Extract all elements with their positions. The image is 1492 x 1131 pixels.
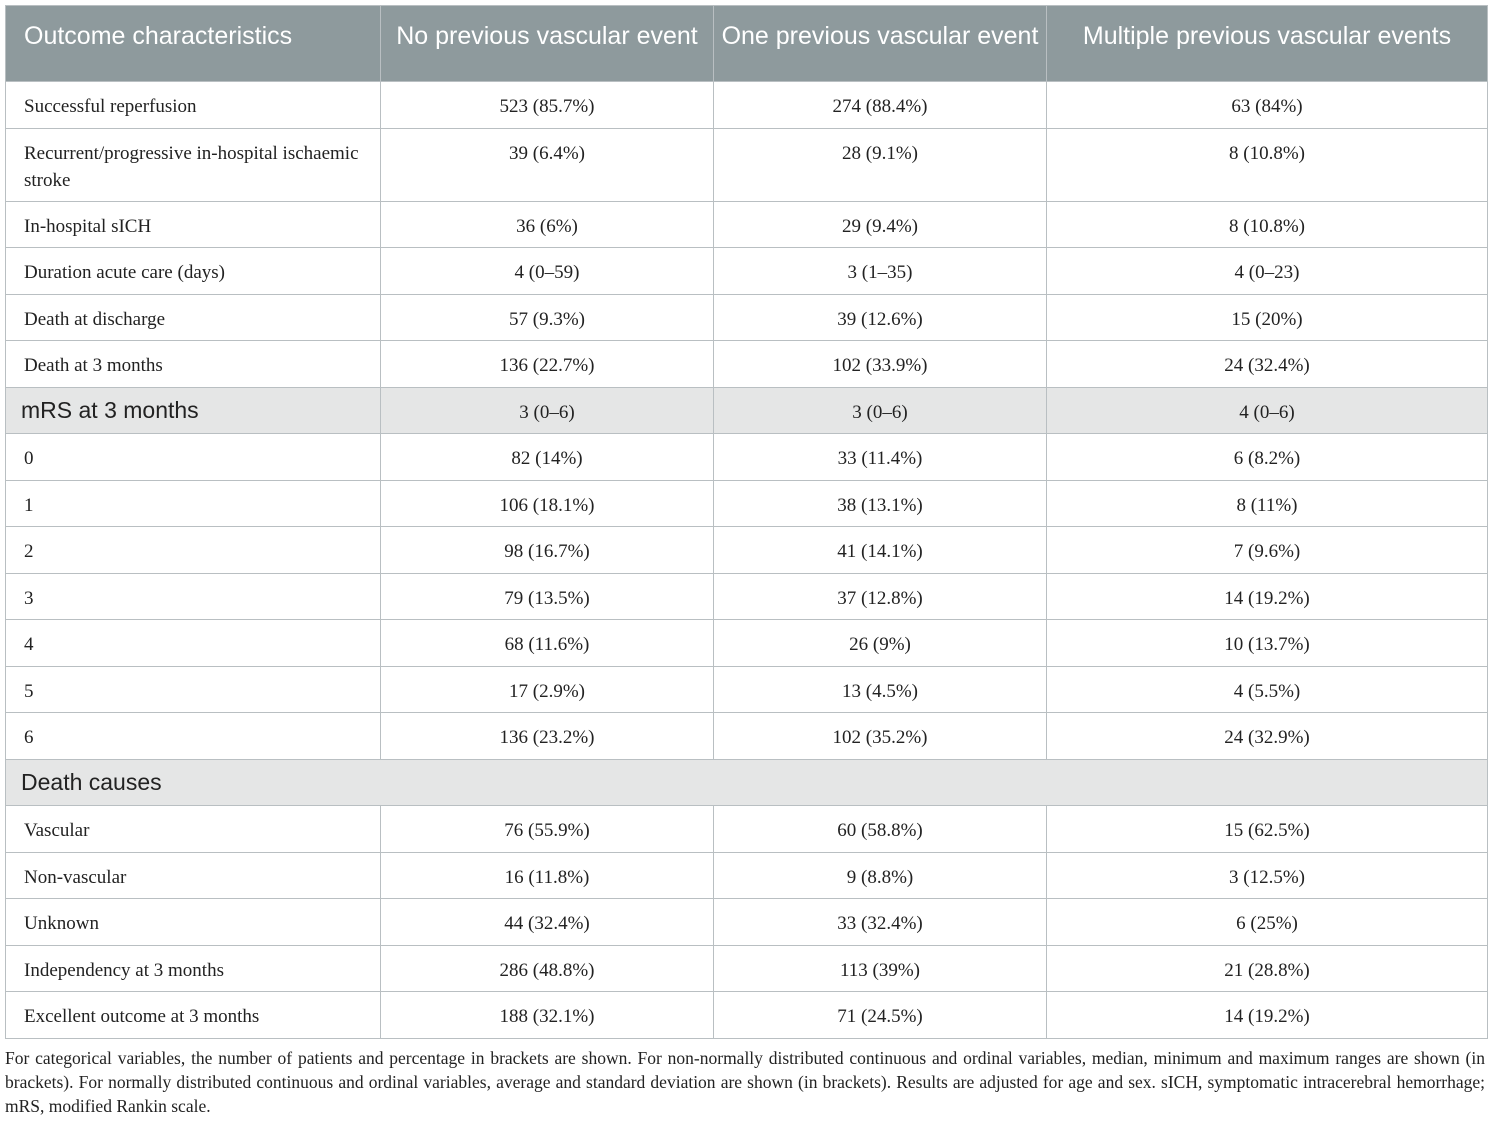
- row-label: In-hospital sICH: [6, 201, 381, 248]
- row-label: mRS at 3 months: [6, 387, 381, 434]
- column-header: One previous vascular event: [714, 6, 1047, 82]
- table-row: [6, 806, 1488, 853]
- table-cell: 4 (0–23): [1047, 248, 1488, 295]
- column-header: Outcome characteristics: [6, 6, 381, 82]
- row-label: Duration acute care (days): [6, 248, 381, 295]
- outcome-table-container: [5, 5, 1487, 1039]
- table-cell: 41 (14.1%): [714, 527, 1047, 574]
- table-row: [6, 434, 1488, 481]
- table-cell: 6 (8.2%): [1047, 434, 1488, 481]
- row-label: 3: [6, 573, 381, 620]
- table-cell: 36 (6%): [381, 201, 714, 248]
- table-row: [6, 82, 1488, 129]
- table-row: [6, 852, 1488, 899]
- table-cell: 82 (14%): [381, 434, 714, 481]
- table-cell: 286 (48.8%): [381, 945, 714, 992]
- column-header: Multiple previous vascular events: [1047, 6, 1488, 82]
- table-cell: 33 (11.4%): [714, 434, 1047, 481]
- row-label: Death at discharge: [6, 294, 381, 341]
- table-cell: 102 (35.2%): [714, 713, 1047, 760]
- table-header-row: [6, 6, 1488, 82]
- table-cell: 21 (28.8%): [1047, 945, 1488, 992]
- table-body: [6, 82, 1488, 1039]
- table-cell: 98 (16.7%): [381, 527, 714, 574]
- table-cell: 8 (11%): [1047, 480, 1488, 527]
- row-label: Independency at 3 months: [6, 945, 381, 992]
- row-label: Unknown: [6, 899, 381, 946]
- table-cell: 15 (20%): [1047, 294, 1488, 341]
- table-cell: 8 (10.8%): [1047, 128, 1488, 201]
- table-cell: 136 (23.2%): [381, 713, 714, 760]
- table-cell: 4 (0–6): [1047, 387, 1488, 434]
- table-cell: 24 (32.4%): [1047, 341, 1488, 388]
- table-row: [6, 620, 1488, 667]
- table-row: [6, 341, 1488, 388]
- table-row: [6, 527, 1488, 574]
- table-cell: 13 (4.5%): [714, 666, 1047, 713]
- row-label: 1: [6, 480, 381, 527]
- row-label: Excellent outcome at 3 months: [6, 992, 381, 1039]
- table-cell: 79 (13.5%): [381, 573, 714, 620]
- table-cell: 26 (9%): [714, 620, 1047, 667]
- table-row: [6, 573, 1488, 620]
- table-cell: 523 (85.7%): [381, 82, 714, 129]
- table-cell: 7 (9.6%): [1047, 527, 1488, 574]
- section-row: [6, 387, 1488, 434]
- table-cell: 4 (0–59): [381, 248, 714, 295]
- row-label: Death causes: [6, 759, 1488, 806]
- outcome-table: [5, 5, 1488, 1039]
- table-row: [6, 945, 1488, 992]
- table-cell: 4 (5.5%): [1047, 666, 1488, 713]
- table-row: [6, 992, 1488, 1039]
- row-label: 0: [6, 434, 381, 481]
- table-cell: 274 (88.4%): [714, 82, 1047, 129]
- table-cell: 38 (13.1%): [714, 480, 1047, 527]
- table-row: [6, 480, 1488, 527]
- table-row: [6, 294, 1488, 341]
- table-cell: 188 (32.1%): [381, 992, 714, 1039]
- row-label: Recurrent/progressive in-hospital ischaemic stroke: [6, 128, 381, 201]
- table-row: [6, 666, 1488, 713]
- table-row: [6, 201, 1488, 248]
- table-cell: 3 (12.5%): [1047, 852, 1488, 899]
- row-label: 2: [6, 527, 381, 574]
- table-cell: 136 (22.7%): [381, 341, 714, 388]
- table-cell: 39 (6.4%): [381, 128, 714, 201]
- table-cell: 24 (32.9%): [1047, 713, 1488, 760]
- row-label: 6: [6, 713, 381, 760]
- row-label: Non-vascular: [6, 852, 381, 899]
- table-cell: 76 (55.9%): [381, 806, 714, 853]
- row-label: Successful reperfusion: [6, 82, 381, 129]
- table-cell: 63 (84%): [1047, 82, 1488, 129]
- table-cell: 17 (2.9%): [381, 666, 714, 713]
- row-label: 5: [6, 666, 381, 713]
- table-cell: 28 (9.1%): [714, 128, 1047, 201]
- table-cell: 14 (19.2%): [1047, 992, 1488, 1039]
- row-label: Vascular: [6, 806, 381, 853]
- table-cell: 15 (62.5%): [1047, 806, 1488, 853]
- table-row: [6, 128, 1488, 201]
- table-cell: 60 (58.8%): [714, 806, 1047, 853]
- table-cell: 39 (12.6%): [714, 294, 1047, 341]
- table-cell: 9 (8.8%): [714, 852, 1047, 899]
- row-label: 4: [6, 620, 381, 667]
- table-cell: 29 (9.4%): [714, 201, 1047, 248]
- table-row: [6, 899, 1488, 946]
- table-footnote: For categorical variables, the number of patients and percentage in brackets are shown. For non-normally distributed continuous and ordinal variables, median, minimum and maximum ranges are shown (in brackets). For normally distributed continuous and ordinal variables, average and standard deviation are shown (in brackets). Results are adjusted for age and sex. sICH, symptomatic intracerebral hemorrhage; mRS, modified Rankin scale.: [5, 1048, 1485, 1116]
- table-cell: 14 (19.2%): [1047, 573, 1488, 620]
- column-header: No previous vascular event: [381, 6, 714, 82]
- table-cell: 33 (32.4%): [714, 899, 1047, 946]
- table-row: [6, 713, 1488, 760]
- table-cell: 106 (18.1%): [381, 480, 714, 527]
- table-cell: 3 (0–6): [714, 387, 1047, 434]
- table-cell: 10 (13.7%): [1047, 620, 1488, 667]
- table-cell: 113 (39%): [714, 945, 1047, 992]
- table-cell: 57 (9.3%): [381, 294, 714, 341]
- table-cell: 71 (24.5%): [714, 992, 1047, 1039]
- table-cell: 8 (10.8%): [1047, 201, 1488, 248]
- table-cell: 68 (11.6%): [381, 620, 714, 667]
- row-label: Death at 3 months: [6, 341, 381, 388]
- table-cell: 44 (32.4%): [381, 899, 714, 946]
- table-cell: 3 (0–6): [381, 387, 714, 434]
- table-cell: 6 (25%): [1047, 899, 1488, 946]
- table-row: [6, 248, 1488, 295]
- table-cell: 37 (12.8%): [714, 573, 1047, 620]
- table-cell: 16 (11.8%): [381, 852, 714, 899]
- table-cell: 3 (1–35): [714, 248, 1047, 295]
- section-row: [6, 759, 1488, 806]
- table-cell: 102 (33.9%): [714, 341, 1047, 388]
